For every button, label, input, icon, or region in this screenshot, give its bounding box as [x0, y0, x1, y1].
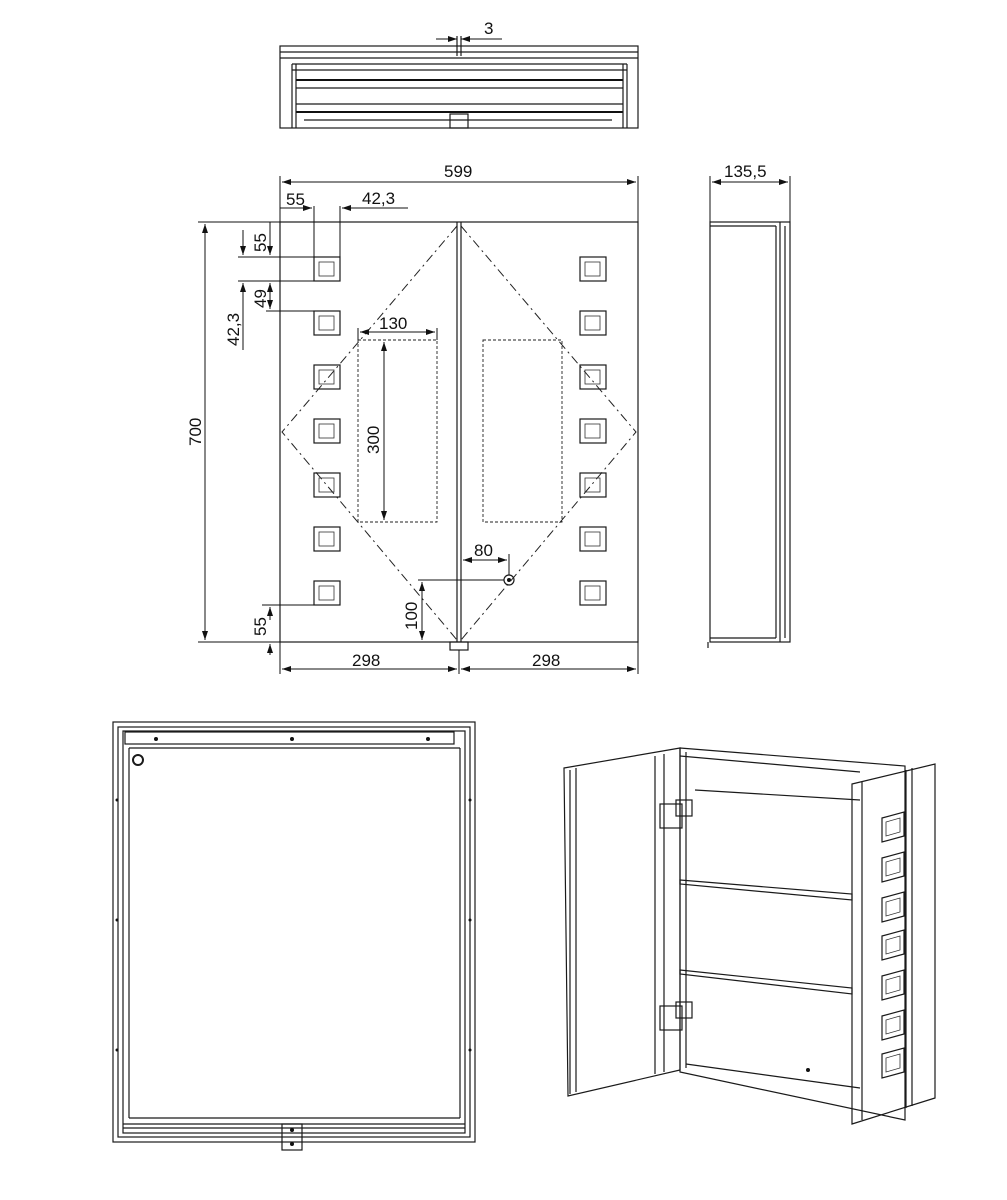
rear-view — [113, 722, 475, 1150]
dim-window-width: 130 — [379, 314, 408, 333]
dim-depth: 135,5 — [724, 162, 767, 181]
light-column-right — [580, 257, 606, 605]
dim-door-left: 298 — [352, 651, 381, 670]
iso-lights — [882, 812, 904, 1078]
dim-light-offset-top: 55 — [251, 233, 270, 252]
isometric-view — [564, 748, 935, 1124]
dim-light-size-vertical: 42,3 — [224, 312, 243, 346]
dim-gap: 3 — [484, 19, 494, 38]
dim-door-right: 298 — [532, 651, 561, 670]
dim-window-height: 300 — [364, 425, 383, 454]
front-view — [186, 162, 638, 674]
dim-light-spacing: 49 — [251, 289, 270, 308]
dim-light-offset-x: 55 — [286, 190, 305, 209]
dim-sensor-x: 80 — [474, 541, 493, 560]
dim-light-size: 42,3 — [362, 189, 396, 208]
top-view — [280, 19, 638, 128]
dim-sensor-y: 100 — [402, 601, 421, 630]
dim-light-offset-bottom: 55 — [251, 617, 270, 636]
dim-width-total: 599 — [444, 162, 473, 181]
dim-height-total: 700 — [186, 417, 205, 446]
light-column-left — [314, 257, 340, 605]
side-view — [708, 162, 790, 648]
